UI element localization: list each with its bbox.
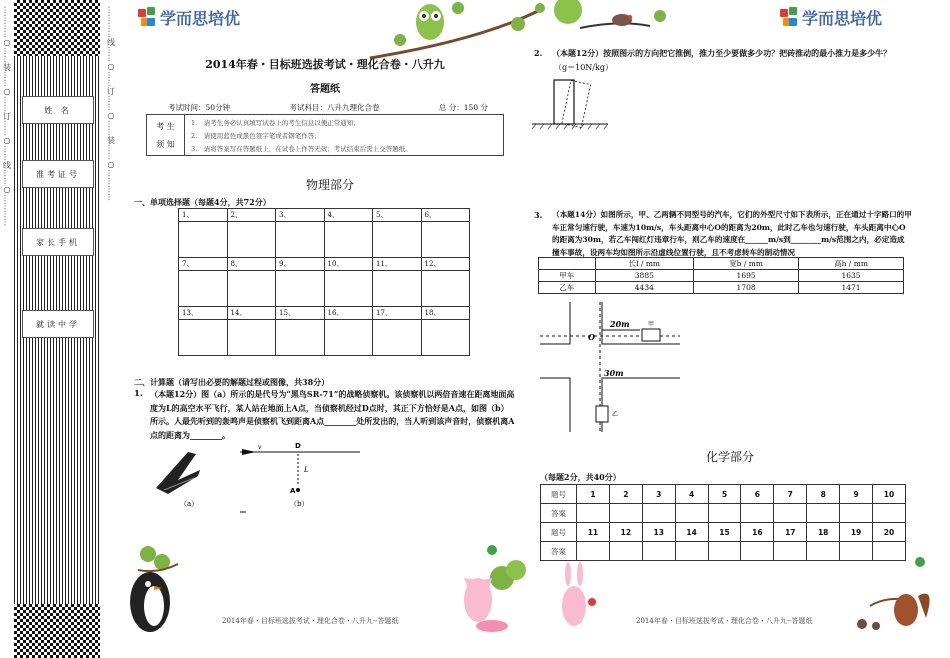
q2-brick-figure — [532, 74, 612, 134]
candidate-notice — [146, 114, 504, 156]
answer-cell[interactable] — [324, 320, 373, 356]
footer-left: 2014年春・目标班选拔考试・理化合卷・八升九--答题纸 — [222, 617, 399, 625]
grid-row-labels — [179, 209, 470, 222]
chem-number-row: 题号 1 2 3 4 5 6 7 8 9 10 — [541, 485, 906, 504]
q2-number: 2. — [534, 48, 543, 58]
q-cell[interactable]: 2、 — [227, 209, 276, 222]
exam-subject: 考试科目：八升九理化合卷 — [289, 103, 380, 112]
logo-text: 学而思培优 — [160, 9, 241, 28]
label-car-a: 甲 — [648, 321, 655, 328]
car-b-icon — [596, 406, 608, 422]
physics-answer-grid — [178, 208, 470, 356]
q-cell[interactable]: 14、 — [227, 307, 276, 320]
logo-text: 学而思培优 — [802, 9, 883, 28]
q-cell[interactable]: 3、 — [276, 209, 325, 222]
rabbit-icon — [562, 586, 586, 626]
checker-bottom — [14, 604, 100, 658]
q-cell[interactable]: 18、 — [421, 307, 470, 320]
answer-cell[interactable] — [179, 271, 228, 307]
q1-figures — [148, 440, 378, 520]
exam-total: 总 分：150 分 — [438, 103, 488, 112]
label-30m: 30m — [604, 368, 624, 378]
brick-icon — [554, 80, 574, 124]
chem-answer-row: 答案 — [541, 542, 906, 561]
answer-cell[interactable] — [179, 222, 228, 258]
strip-right-marks: …………线……○……订……○……装……○………… — [106, 6, 116, 201]
notice-item: 3. 请将答案写在答题纸上，在试卷上作答无效；考试结束后需上交答题纸。 — [191, 145, 412, 153]
answer-cell[interactable] — [227, 320, 276, 356]
q3-number: 3. — [534, 210, 543, 220]
car-table-row: 甲车 3885 1695 1635 — [539, 270, 904, 282]
q-cell[interactable]: 17、 — [373, 307, 422, 320]
squirrel-icon — [894, 594, 918, 626]
q-cell[interactable]: 11、 — [373, 258, 422, 271]
q1-text: （本题12分）图（a）所示的是代号为“黑鸟SR-71”的战略侦察机。该侦察机以两倍音速在距离地面高度为L的高空水平飞行，某人站在地面上A点，当侦察机经过D点时，其正下方恰好是A点，如图（b）所示。人最先听到的轰鸣声是侦察机飞到距离A点________处所发出的，当人听到该声音时，侦察机离A点的距离为________。 — [150, 389, 515, 440]
q1-number: 1. — [134, 389, 143, 399]
field-school[interactable]: 就读中学 — [22, 310, 94, 338]
q3-text: （本题14分）如图所示，甲、乙两辆不同型号的汽车，它们的外型尺寸如下表所示，正在通过十字路口的甲车正常匀速行驶，车速为10m/s，车头距离中心O的距离为20m，此时乙车也匀速行驶，车头距离中心O的距离为30m，若乙车闯红灯违章行车，则乙车的速度在______m/s到________m/s范围之内，必定造成撞车事故，设两车均如图所示沿虚线位置行驶，且不考虑转车的制动情况 — [552, 210, 912, 257]
chem-number-row: 题号 11 12 13 14 15 16 17 18 19 20 — [541, 523, 906, 542]
chem-answer-row: 答案 — [541, 504, 906, 523]
q-cell[interactable]: 12、 — [421, 258, 470, 271]
answer-cell[interactable] — [276, 271, 325, 307]
q2-gravity: （g＝10N/kg） — [554, 63, 613, 72]
label-L: L — [304, 466, 309, 474]
answer-cell[interactable] — [421, 222, 470, 258]
q-cell[interactable]: 9、 — [276, 258, 325, 271]
acorn-icon — [857, 619, 867, 629]
answer-cell[interactable] — [373, 320, 422, 356]
mc-heading: 一、单项选择题（每题4分，共72分） — [134, 197, 271, 207]
answer-cell[interactable] — [227, 271, 276, 307]
notice-item: 2. 请使用蓝色或黑色签字笔或者钢笔作答； — [191, 132, 321, 140]
answer-cell[interactable] — [179, 320, 228, 356]
answer-cell[interactable] — [276, 222, 325, 258]
bottom-right-decoration — [540, 556, 940, 646]
tree-icon — [554, 0, 582, 24]
calc-heading: 二、计算题（请写出必要的解题过程或图像，共38分） — [134, 377, 330, 387]
field-parent-phone[interactable]: 家长手机 — [22, 228, 94, 256]
exam-time: 考试时间：50分钟 — [168, 103, 231, 112]
label-20m: 20m — [610, 319, 630, 329]
car-table-row: 乙车 4434 1708 1471 — [539, 282, 904, 294]
answer-cell[interactable] — [324, 271, 373, 307]
label-O: O — [588, 332, 595, 342]
notice-label-top: 考 生 — [156, 121, 175, 131]
answer-cell[interactable] — [373, 271, 422, 307]
car-a-icon — [642, 329, 660, 341]
answer-cell[interactable] — [373, 222, 422, 258]
q2-text: （本题12分）按照图示的方向把它推倒，推力至少要做多少功？把砖推动的最小推力是多少牛？ — [552, 48, 892, 58]
checker-top — [14, 0, 100, 56]
footer-right: 2014年春・目标班选拔考试・理化合卷・八升九--答题纸 — [636, 617, 813, 625]
chemistry-answer-grid — [540, 484, 906, 561]
notice-label-bottom: 须 知 — [156, 139, 175, 149]
answer-sheet-title: 答题纸 — [310, 84, 340, 95]
answer-cell[interactable] — [324, 222, 373, 258]
q-cell[interactable]: 8、 — [227, 258, 276, 271]
q-cell[interactable]: 16、 — [324, 307, 373, 320]
q-cell[interactable]: 4、 — [324, 209, 373, 222]
logo-mark-icon — [138, 7, 156, 29]
q-cell[interactable]: 1、 — [179, 209, 228, 222]
q-cell[interactable]: 7、 — [179, 258, 228, 271]
label-v: v — [258, 444, 262, 451]
q-cell[interactable]: 15、 — [276, 307, 325, 320]
car-dimension-table — [538, 257, 904, 294]
owl-icon — [416, 4, 444, 40]
chemistry-section-title: 化学部分 — [705, 450, 754, 464]
notice-item: 1. 请考生务必认真填写试卷上的考生信息以便正常通知； — [191, 119, 360, 127]
label-car-b: 乙 — [612, 411, 619, 418]
q-cell[interactable]: 5、 — [373, 209, 422, 222]
fig-a-label: （a） — [180, 500, 199, 508]
q-cell[interactable]: 10、 — [324, 258, 373, 271]
sr71-aircraft-icon — [156, 452, 200, 494]
car-table-header: 长l / mm 宽b / mm 高h / mm — [539, 258, 904, 270]
exam-title: 2014年春・目标班选拔考试・理化合卷・八升九 — [205, 58, 445, 71]
answer-cell[interactable] — [421, 271, 470, 307]
chem-heading: （每题2分，共40分） — [540, 472, 621, 482]
label-D: D — [295, 442, 301, 450]
field-exam-number[interactable]: 准考证号 — [22, 160, 94, 188]
answer-cell[interactable] — [421, 320, 470, 356]
field-name[interactable]: 姓 名 — [22, 96, 94, 124]
label-A: A — [290, 487, 296, 495]
q-cell[interactable]: 6、 — [421, 209, 470, 222]
answer-cell[interactable] — [227, 222, 276, 258]
strip-left-marks: …………○……装……○……订……○……线……○………… — [2, 6, 12, 226]
answer-cell[interactable] — [276, 320, 325, 356]
brand-logo-left — [138, 6, 240, 29]
binding-strip — [0, 0, 120, 658]
intersection-diagram — [540, 302, 680, 432]
exam-info — [168, 102, 488, 113]
fig-b-label: （b） — [290, 500, 309, 508]
physics-section-title: 物理部分 — [305, 178, 354, 192]
q-cell[interactable]: 13、 — [179, 307, 228, 320]
